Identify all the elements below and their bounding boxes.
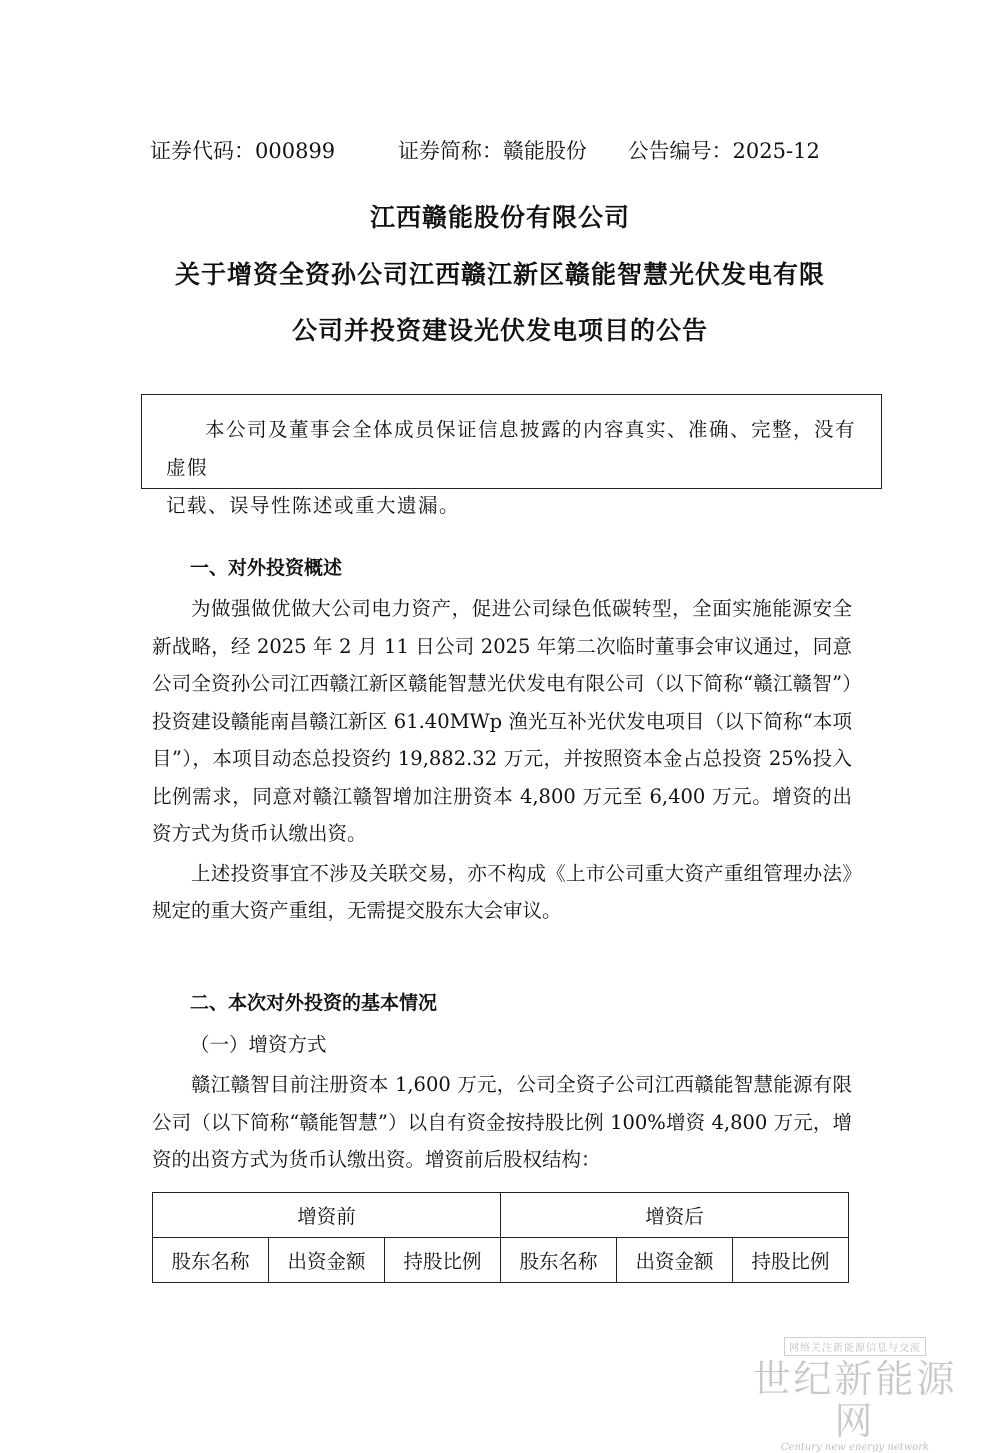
stock-name: 证券简称：赣能股份	[397, 139, 587, 163]
announcement-title-line2: 公司并投资建设光伏发电项目的公告	[291, 316, 708, 345]
section1-paragraph1: 为做强做优做大公司电力资产，促进公司绿色低碳转型，全面实施能源安全新战略，经 2025 年 2 月 11 日公司 2025 年第二次临时董事会审议通过，同意公司全资孙公司江西赣江新区赣能智慧光伏发电有限公司（以下简称“赣江赣智”）投资建设赣能南昌赣江新区 61.40MWp 渔光互补光伏发电项目（以下简称“本项目”），本项目动态总投资约 19,882.32 万元，并按照资本金占总投资 25%投入比例需求，同意对赣江赣智增加注册资本 4,800 万元至 6,400 万元。增资的出资方式为货币认缴出资。	[152, 597, 852, 845]
watermark-slogan: 网络关注新能源信息与交流	[784, 1337, 926, 1356]
watermark-logo-text: 世纪新能源网	[752, 1357, 958, 1443]
after-capital-increase-header: 增资后	[501, 1193, 849, 1238]
disclosure-notice-box	[141, 394, 882, 517]
column-header: 持股比例	[385, 1238, 501, 1283]
table-column-row	[153, 1238, 849, 1283]
watermark-english: Century new energy network	[780, 1442, 930, 1453]
section2-body	[152, 1066, 852, 1179]
watermark-logo	[750, 1336, 960, 1453]
column-header: 持股比例	[733, 1238, 849, 1283]
disclosure-notice-line1: 本公司及董事会全体成员保证信息披露的内容真实、准确、完整，没有虚假	[166, 418, 857, 479]
section1-paragraph2: 上述投资事宜不涉及关联交易，亦不构成《上市公司重大资产重组管理办法》规定的重大资产重组，无需提交股东大会审议。	[152, 861, 852, 922]
section2-paragraph1: 赣江赣智目前注册资本 1,600 万元，公司全资子公司江西赣能智慧能源有限公司（以下简称“赣能智慧”）以自有资金按持股比例 100%增资 4,800 万元，增资的出资方式为货币认缴出资。增资前后股权结构：	[152, 1073, 852, 1171]
section1-heading: 一、对外投资概述	[190, 557, 343, 579]
announcement-title-line1: 关于增资全资孙公司江西赣江新区赣能智慧光伏发电有限	[174, 260, 825, 289]
column-header: 出资金额	[269, 1238, 385, 1283]
column-header: 出资金额	[617, 1238, 733, 1283]
section1-body	[152, 590, 852, 930]
column-header: 股东名称	[501, 1238, 617, 1283]
section2-heading: 二、本次对外投资的基本情况	[190, 992, 438, 1014]
company-title: 江西赣能股份有限公司	[369, 203, 630, 232]
before-capital-increase-header: 增资前	[153, 1193, 501, 1238]
section2-subheading: （一）增资方式	[190, 1033, 327, 1056]
table-header-row	[153, 1193, 849, 1238]
disclosure-notice-line2: 记载、误导性陈述或重大遗漏。	[166, 494, 461, 517]
document-header	[150, 135, 850, 165]
notice-number: 公告编号：2025-12	[627, 139, 820, 163]
stock-code: 证券代码：000899	[150, 139, 336, 163]
equity-structure-table	[152, 1192, 849, 1283]
column-header: 股东名称	[153, 1238, 269, 1283]
